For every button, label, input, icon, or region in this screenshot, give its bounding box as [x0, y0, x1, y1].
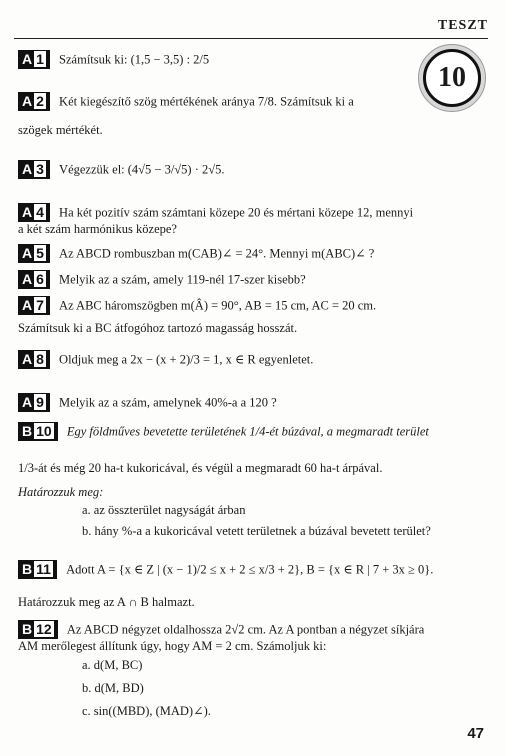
problem-label: A 8 — [18, 350, 50, 369]
problem-b12 — [18, 620, 486, 639]
problem-label: A 6 — [18, 270, 50, 289]
problem-label: A 1 — [18, 50, 50, 69]
problem-text: Az ABCD rombuszban m(CAB)∠ = 24°. Mennyi m(ABC)∠ ? — [59, 246, 375, 261]
problem-a7 — [18, 296, 486, 315]
problem-text: Adott A = {x ∈ Z | (x − 1)/2 ≤ x + 2 ≤ x/3 + 2}, B = {x ∈ R | 7 + 3x ≥ 0}. — [66, 562, 434, 577]
sub-question: c. sin((MBD), (MAD)∠). — [82, 704, 211, 718]
header-tag: TESZT — [437, 18, 488, 33]
problem-a1 — [18, 50, 486, 69]
problem-label: A 7 — [18, 296, 50, 315]
sub-question: a. az összterület nagyságát árban — [82, 503, 246, 517]
problem-a2 — [18, 92, 486, 111]
sub-question: b. hány %-a a kukoricával vetett területnek a búzával bevetett terület? — [82, 524, 431, 538]
page-number: 47 — [467, 725, 484, 742]
problem-label: B 12 — [18, 620, 58, 639]
problem-text: Az ABC háromszögben m(Â) = 90°, AB = 15 cm, AC = 20 cm. — [59, 298, 377, 313]
problem-a8 — [18, 350, 486, 369]
problem-a3 — [18, 160, 486, 179]
problem-label: B 11 — [18, 560, 57, 579]
problem-label: B 10 — [18, 422, 58, 441]
problem-a4 — [18, 203, 486, 222]
problem-text: Melyik az a szám, amelynek 40%-a a 120 ? — [59, 395, 277, 410]
problem-text: Végezzük el: (4√5 − 3/√5) · 2√5. — [59, 162, 225, 177]
problem-continuation: AM merőlegest állítunk úgy, hogy AM = 2 cm. Számoljuk ki: — [18, 639, 327, 653]
test-number: 10 — [423, 49, 481, 107]
problem-a6 — [18, 270, 486, 289]
sub-question: b. d(M, BD) — [82, 681, 144, 695]
problem-continuation: Határozzuk meg az A ∩ B halmazt. — [18, 595, 195, 609]
problem-continuation: Számítsuk ki a BC átfogóhoz tartozó magasság hosszát. — [18, 321, 298, 335]
problem-a9 — [18, 393, 486, 412]
problem-text: Két kiegészítő szög mértékének aránya 7/8. Számítsuk ki a — [59, 94, 354, 109]
problem-label: A 9 — [18, 393, 50, 412]
problem-text: Ha két pozitív szám számtani közepe 20 és mértani közepe 12, mennyi — [59, 205, 414, 220]
problem-label: A 3 — [18, 160, 50, 179]
problem-label: A 4 — [18, 203, 50, 222]
problem-b11 — [18, 560, 486, 579]
problem-a5 — [18, 244, 486, 263]
problem-continuation: a két szám harmónikus közepe? — [18, 222, 177, 236]
problem-text: Számítsuk ki: (1,5 − 3,5) : 2/5 — [59, 52, 210, 67]
problem-text: Melyik az a szám, amely 119-nél 17-szer kisebb? — [59, 272, 306, 287]
problem-label: A 5 — [18, 244, 50, 263]
sub-question: a. d(M, BC) — [82, 658, 143, 672]
problem-text: Oldjuk meg a 2x − (x + 2)/3 = 1, x ∈ R egyenletet. — [59, 352, 314, 367]
problem-continuation: 1/3-át és még 20 ha-t kukoricával, és végül a megmaradt 60 ha-t árpával. — [18, 461, 383, 475]
problem-continuation: szögek mértékét. — [18, 123, 103, 137]
problem-text: Az ABCD négyzet oldalhossza 2√2 cm. Az A pontban a négyzet síkjára — [66, 622, 425, 637]
problem-continuation: Határozzuk meg: — [18, 485, 104, 499]
problem-label: A 2 — [18, 92, 50, 111]
page-header — [14, 18, 488, 39]
problem-b10 — [18, 422, 486, 441]
problem-text: Egy földműves bevetette területének 1/4-ét búzával, a megmaradt terület — [66, 424, 429, 439]
